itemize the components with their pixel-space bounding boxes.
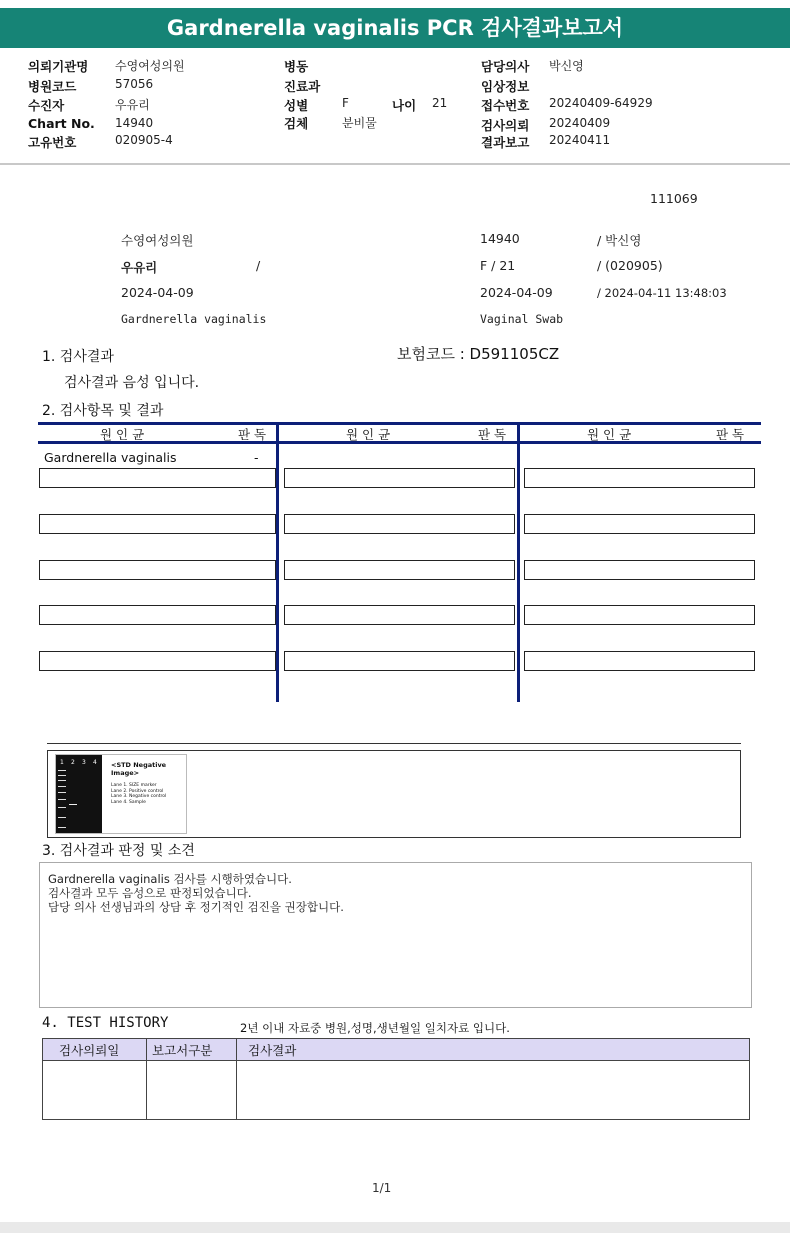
gel-legend <box>111 761 185 805</box>
code-label: 병원코드 <box>28 79 77 94</box>
patient-value: 우유리 <box>115 98 150 112</box>
gel-legend-item: Lane 3. Negative control <box>111 794 167 799</box>
info-date-request: 2024-04-09 <box>121 285 194 300</box>
clinical-label: 임상정보 <box>481 79 530 94</box>
empty-cell <box>39 651 276 671</box>
patient-label: 수진자 <box>28 98 65 113</box>
doctor-value: 박신영 <box>549 59 584 73</box>
specimen-value: 분비물 <box>342 116 377 130</box>
empty-cell <box>284 651 515 671</box>
lane-number: 1 <box>60 759 64 766</box>
history-table <box>42 1038 750 1120</box>
age-value: 21 <box>432 96 448 110</box>
specimen-label: 검체 <box>284 116 309 131</box>
empty-cell <box>39 560 276 580</box>
table-col-divider <box>517 422 520 702</box>
empty-cell <box>284 468 515 488</box>
info-report-time: / 2024-04-11 13:48:03 <box>597 286 727 300</box>
sex-value: F <box>342 96 349 110</box>
info-slash: / <box>256 258 261 273</box>
section1-heading: 1. 검사결과 <box>42 349 114 365</box>
info-hospital: 수영여성의원 <box>121 233 194 248</box>
sex-label: 성별 <box>284 98 309 113</box>
code-value: 57056 <box>115 77 154 91</box>
request-value: 20240409 <box>549 116 611 130</box>
info-sex-age: F / 21 <box>480 258 516 273</box>
info-uid: / (020905) <box>597 258 663 273</box>
report-number: 111069 <box>650 191 698 206</box>
finding-line: 검사결과 모두 음성으로 판정되었습니다. <box>48 886 252 900</box>
empty-cell <box>524 651 755 671</box>
history-note: 2년 이내 자료중 병원,성명,생년월일 일치자료 입니다. <box>240 1021 510 1035</box>
chart-label: Chart No. <box>28 116 95 131</box>
receipt-value: 20240409-64929 <box>549 96 653 110</box>
empty-cell <box>524 468 755 488</box>
table-top-rule <box>38 422 761 425</box>
std-top-rule <box>47 743 741 744</box>
info-date-receipt: 2024-04-09 <box>480 285 553 300</box>
request-label: 검사의뢰 <box>481 118 530 133</box>
lane-number: 3 <box>82 759 86 766</box>
hospital-value: 수영여성의원 <box>115 59 185 73</box>
gel-legend-item: Lane 1. SIZE marker <box>111 783 157 788</box>
history-table-header <box>43 1039 749 1061</box>
empty-cell <box>524 605 755 625</box>
uid-label: 고유번호 <box>28 135 77 150</box>
insurance-code: 보험코드 : D591105CZ <box>397 345 560 363</box>
hospital-label: 의뢰기관명 <box>28 59 89 74</box>
uid-value: 020905-4 <box>115 133 173 147</box>
col-judgement-header: 판 독 <box>238 427 267 442</box>
history-col-header: 보고서구분 <box>152 1043 213 1058</box>
result-summary: 검사결과 음성 입니다. <box>64 375 200 391</box>
empty-cell <box>284 605 515 625</box>
ward-label: 병동 <box>284 59 309 74</box>
empty-cell <box>284 560 515 580</box>
table-header-rule <box>38 441 761 444</box>
section4-heading: 4. TEST HISTORY <box>42 1015 169 1031</box>
info-patient: 우유리 <box>121 260 158 275</box>
empty-cell <box>284 514 515 534</box>
empty-cell <box>524 560 755 580</box>
lane-number: 4 <box>93 759 97 766</box>
gel-electrophoresis-image <box>56 755 102 833</box>
info-test-name: Gardnerella vaginalis <box>121 312 267 326</box>
finding-line: 담당 의사 선생님과의 상담 후 정기적인 검진을 권장합니다. <box>48 900 344 914</box>
history-col-header: 검사결과 <box>248 1043 297 1058</box>
table-row-result: - <box>254 450 259 465</box>
report-date-label: 결과보고 <box>481 135 530 150</box>
finding-line: Gardnerella vaginalis 검사를 시행하였습니다. <box>48 872 292 886</box>
col-pathogen-header: 원 인 균 <box>100 427 145 442</box>
gel-legend-item: Lane 2. Positive control <box>111 788 164 794</box>
section2-heading: 2. 검사항목 및 결과 <box>42 403 164 419</box>
gel-legend-item: Lane 4. Sample <box>111 799 146 805</box>
age-label: 나이 <box>392 98 417 113</box>
info-chart: 14940 <box>480 231 520 246</box>
chart-value: 14940 <box>115 116 154 130</box>
empty-cell <box>524 514 755 534</box>
gel-legend-title: <STD Negative Image> <box>111 761 167 777</box>
lane-number: 2 <box>71 759 75 766</box>
footer-bar <box>0 1222 790 1233</box>
empty-cell <box>39 605 276 625</box>
empty-cell <box>39 468 276 488</box>
doctor-label: 담당의사 <box>481 59 530 74</box>
header-divider <box>0 163 790 165</box>
section3-heading: 3. 검사결과 판정 및 소견 <box>42 843 195 859</box>
findings-box <box>39 862 752 1008</box>
table-col-divider <box>276 422 279 702</box>
info-specimen: Vaginal Swab <box>480 312 564 326</box>
history-col-header: 검사의뢰일 <box>59 1043 120 1058</box>
table-row-pathogen: Gardnerella vaginalis <box>44 450 177 465</box>
empty-cell <box>39 514 276 534</box>
dept-label: 진료과 <box>284 79 321 94</box>
col-judgement-header: 판 독 <box>716 427 745 442</box>
page-number: 1/1 <box>372 1181 392 1195</box>
info-doctor: / 박신영 <box>597 233 642 248</box>
report-title: Gardnerella vaginalis PCR 검사결과보고서 <box>0 8 790 48</box>
col-pathogen-header: 원 인 균 <box>587 427 632 442</box>
report-date-value: 20240411 <box>549 133 611 147</box>
receipt-label: 접수번호 <box>481 98 530 113</box>
col-judgement-header: 판 독 <box>478 427 507 442</box>
col-pathogen-header: 원 인 균 <box>346 427 391 442</box>
